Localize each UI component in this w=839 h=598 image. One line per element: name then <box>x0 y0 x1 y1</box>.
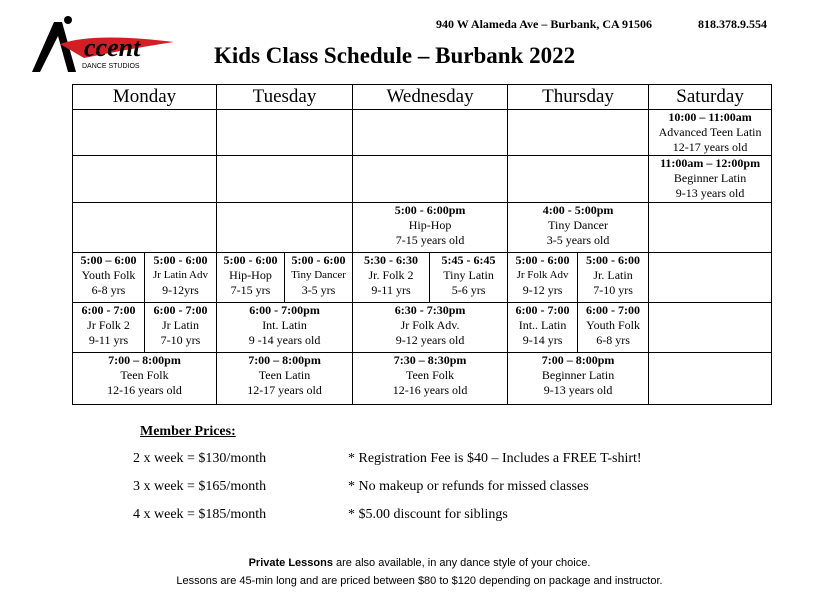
day-header-saturday: Saturday <box>649 85 772 110</box>
class-cell <box>145 303 217 353</box>
member-prices-title: Member Prices: <box>140 424 236 439</box>
class-name: Int. Latin <box>262 318 307 332</box>
empty-cell <box>649 353 772 405</box>
class-name: Jr Latin <box>162 318 199 332</box>
class-age: 6-8 yrs <box>596 333 630 347</box>
accent-dance-logo <box>24 14 184 76</box>
class-name: Tiny Dancer <box>548 218 608 232</box>
class-age: 6-8 yrs <box>91 283 126 297</box>
class-cell <box>73 303 145 353</box>
class-cell <box>217 303 353 353</box>
class-cell <box>353 303 508 353</box>
day-header-monday: Monday <box>73 85 217 110</box>
class-cell <box>145 253 217 303</box>
class-age: 7-10 yrs <box>160 333 201 347</box>
schedule-row <box>73 203 772 253</box>
class-time: 7:30 – 8:30pm <box>393 353 467 367</box>
footer-bold: Private Lessons <box>248 557 333 569</box>
class-age: 9 -14 years old <box>248 333 321 347</box>
class-cell <box>217 253 285 303</box>
class-name: Youth Folk <box>586 318 640 332</box>
class-age: 9-13 years old <box>543 383 613 397</box>
class-name: Hip-Hop <box>229 268 272 282</box>
schedule-row <box>73 353 772 405</box>
schedule-row <box>73 303 772 353</box>
class-name: Jr Folk 2 <box>87 318 130 332</box>
empty-cell <box>217 203 353 253</box>
class-age: 12-17 years old <box>247 383 322 397</box>
class-age: 7-15 yrs <box>230 283 271 297</box>
class-name: Teen Folk <box>405 368 455 382</box>
class-time: 6:00 - 7:00 <box>81 303 136 317</box>
schedule-row <box>73 110 772 156</box>
page-title: Kids Class Schedule – Burbank 2022 <box>214 43 576 68</box>
class-time: 5:45 - 6:45 <box>441 253 496 267</box>
day-header-tuesday: Tuesday <box>217 85 353 110</box>
class-time: 6:00 - 7:00 <box>153 303 208 317</box>
class-name: Tiny Latin <box>443 268 494 282</box>
class-age: 9-12 yrs <box>522 283 563 297</box>
class-time: 10:00 – 11:00am <box>668 110 752 124</box>
price-item: 3 x week = $165/month <box>133 479 267 494</box>
price-item: 4 x week = $185/month <box>133 507 267 522</box>
class-age: 9-13 years old <box>675 186 745 200</box>
class-time: 5:00 – 6:00 <box>80 253 137 267</box>
class-cell <box>649 156 772 203</box>
logo-subtext: DANCE STUDIOS <box>82 63 140 70</box>
class-cell <box>508 353 649 405</box>
studio-address: 940 W Alameda Ave – Burbank, CA 91506 818.378.9.554 <box>436 17 767 31</box>
class-cell <box>73 353 217 405</box>
class-time: 6:30 - 7:30pm <box>394 303 466 317</box>
class-age: 9-11 yrs <box>88 333 129 347</box>
class-time: 11:00am – 12:00pm <box>660 156 761 170</box>
class-name: Youth Folk <box>81 268 136 282</box>
price-item: 2 x week = $130/month <box>133 451 267 466</box>
class-time: 5:00 - 6:00 <box>515 253 570 267</box>
class-age: 5-6 yrs <box>451 283 486 297</box>
class-age: 12-17 years old <box>672 140 748 154</box>
class-name: Jr Folk Adv <box>516 269 569 281</box>
footer-pricing: Lessons are 45-min long and are priced between $80 to $120 depending on package and instructor. <box>176 575 663 587</box>
class-name: Jr Folk Adv. <box>400 318 460 332</box>
class-time: 5:00 - 6:00 <box>223 253 278 267</box>
note-siblings: * $5.00 discount for siblings <box>348 507 508 522</box>
header-row <box>73 85 772 110</box>
class-cell <box>508 253 578 303</box>
note-refunds: * No makeup or refunds for missed classes <box>348 479 589 494</box>
class-name: Jr. Latin <box>593 268 633 282</box>
class-time: 5:00 - 6:00 <box>291 253 346 267</box>
class-cell <box>353 253 430 303</box>
class-time: 5:00 - 6:00 <box>586 253 641 267</box>
class-age: 9-11 yrs <box>371 283 411 297</box>
empty-cell <box>73 156 217 203</box>
empty-cell <box>649 303 772 353</box>
studio-phone: 818.378.9.554 <box>698 17 767 31</box>
empty-cell <box>649 203 772 253</box>
class-cell <box>508 303 578 353</box>
footer-rest: are also available, in any dance style of your choice. <box>332 557 591 569</box>
class-cell <box>217 353 353 405</box>
class-name: Teen Folk <box>120 368 169 382</box>
empty-cell <box>73 110 217 156</box>
class-time: 5:00 - 6:00 <box>153 253 208 267</box>
class-name: Tiny Dancer <box>291 269 346 281</box>
schedule-row <box>73 253 772 303</box>
class-name: Beginner Latin <box>541 368 615 382</box>
class-time: 4:00 - 5:00pm <box>542 203 614 217</box>
day-header-wednesday: Wednesday <box>353 85 508 110</box>
empty-cell <box>508 156 649 203</box>
class-time: 5:30 - 6:30 <box>364 253 419 267</box>
class-age: 9-12yrs <box>162 283 199 297</box>
class-name: Beginner Latin <box>673 171 747 185</box>
class-cell <box>649 110 772 156</box>
class-cell <box>508 203 649 253</box>
schedule-row <box>73 156 772 203</box>
class-name: Int.. Latin <box>518 318 567 332</box>
note-registration: * Registration Fee is $40 – Includes a FREE T-shirt! <box>348 451 642 466</box>
empty-cell <box>217 110 353 156</box>
class-cell <box>430 253 508 303</box>
empty-cell <box>649 253 772 303</box>
class-cell <box>353 203 508 253</box>
empty-cell <box>353 156 508 203</box>
class-cell <box>73 253 145 303</box>
class-age: 9-12 years old <box>395 333 465 347</box>
class-cell <box>353 353 508 405</box>
class-age: 9-14 yrs <box>522 333 563 347</box>
class-cell <box>578 303 649 353</box>
class-cell <box>285 253 353 303</box>
class-age: 3-5 yrs <box>301 283 336 297</box>
logo-text: ccent <box>84 33 141 62</box>
empty-cell <box>508 110 649 156</box>
class-time: 7:00 – 8:00pm <box>248 353 321 367</box>
class-age: 12-16 years old <box>107 383 182 397</box>
class-time: 6:00 - 7:00 <box>586 303 641 317</box>
class-name: Jr. Folk 2 <box>368 268 414 282</box>
class-time: 6:00 - 7:00 <box>515 303 570 317</box>
footer-private-lessons <box>0 557 839 569</box>
class-name: Advanced Teen Latin <box>658 125 762 139</box>
day-header-thursday: Thursday <box>508 85 649 110</box>
empty-cell <box>353 110 508 156</box>
class-cell <box>578 253 649 303</box>
schedule-table <box>72 84 772 405</box>
class-name: Teen Latin <box>258 368 311 382</box>
class-age: 7-10 yrs <box>593 283 633 297</box>
class-age: 3-5 years old <box>546 233 610 247</box>
class-age: 7-15 years old <box>395 233 465 247</box>
class-time: 7:00 – 8:00pm <box>541 353 615 367</box>
class-age: 12-16 years old <box>392 383 468 397</box>
class-time: 6:00 - 7:00pm <box>249 303 320 317</box>
class-name: Jr Latin Adv <box>153 269 208 281</box>
class-time: 7:00 – 8:00pm <box>108 353 181 367</box>
class-time: 5:00 - 6:00pm <box>394 203 466 217</box>
empty-cell <box>73 203 217 253</box>
empty-cell <box>217 156 353 203</box>
class-name: Hip-Hop <box>408 218 452 232</box>
